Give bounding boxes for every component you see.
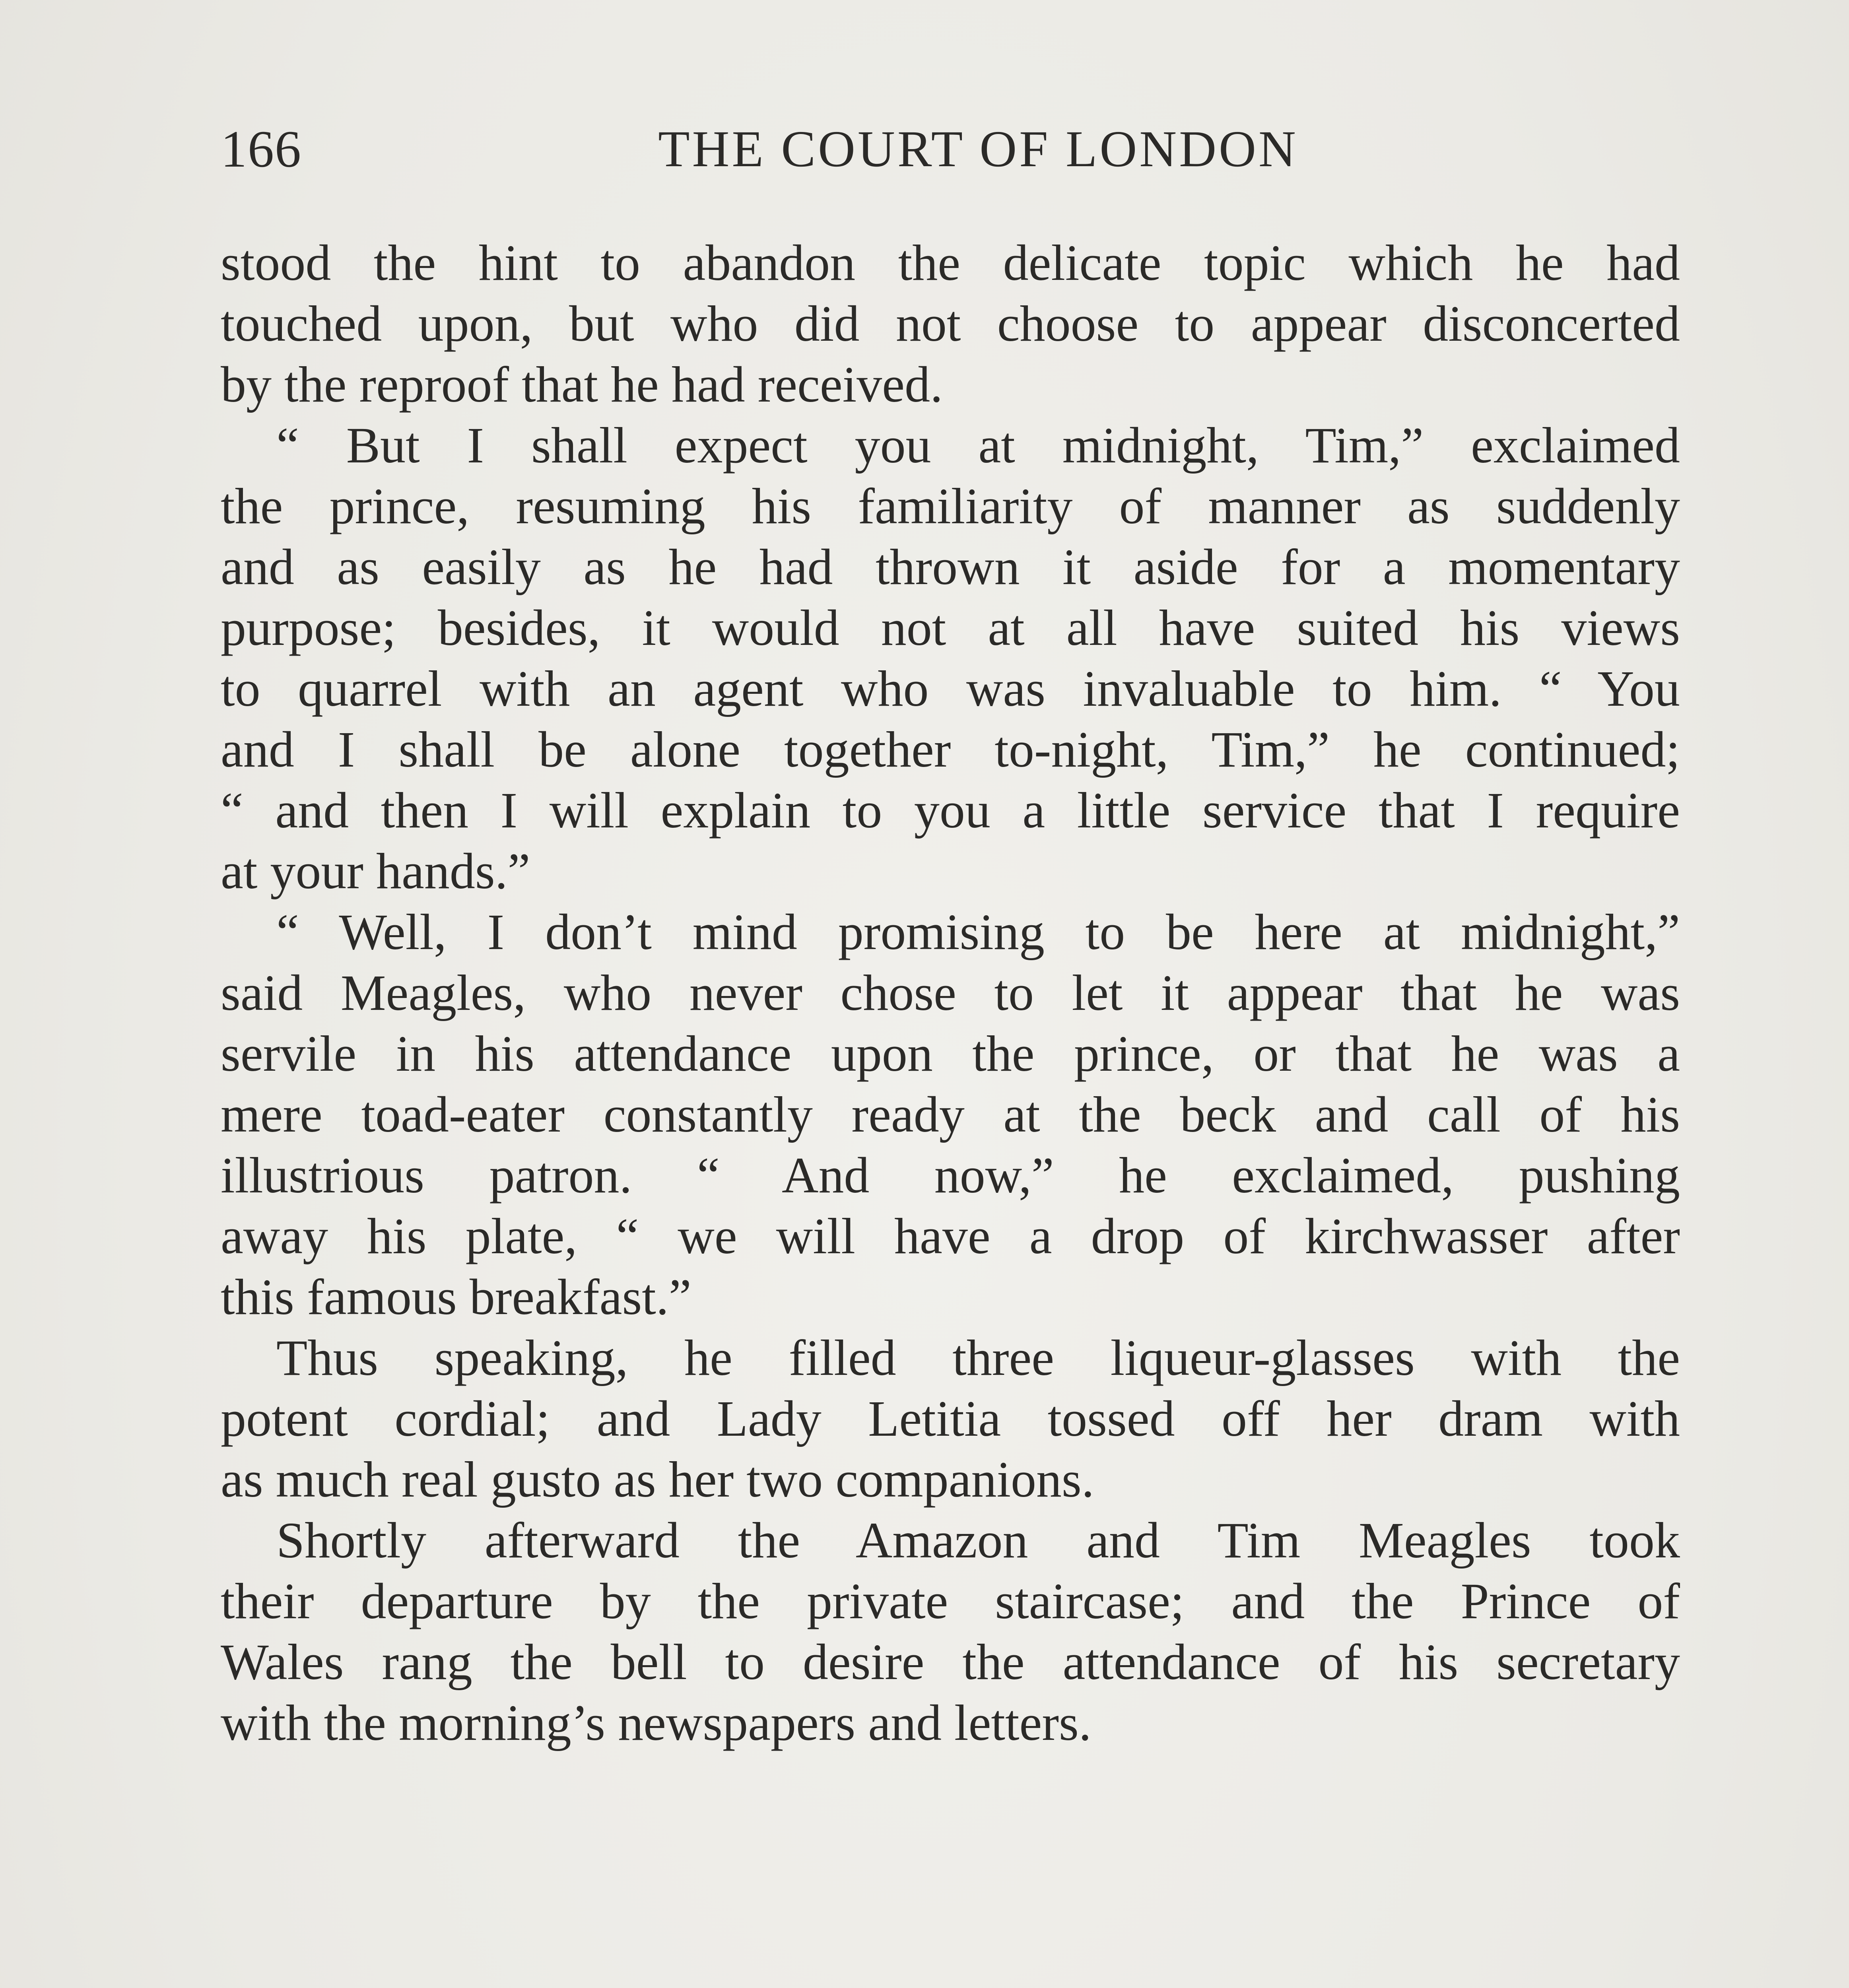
text-line: Shortly afterward the Amazon and Tim Meagles took — [276, 1512, 1680, 1569]
body-text — [221, 233, 1680, 1753]
text-line: to quarrel with an agent who was invaluable to him. “ You — [221, 660, 1680, 717]
page-number: 166 — [221, 120, 302, 178]
text-line: potent cordial; and Lady Letitia tossed off her dram with — [221, 1390, 1680, 1447]
text-line: Wales rang the bell to desire the attendance of his secretary — [221, 1634, 1680, 1690]
text-line: and I shall be alone together to-night, Tim,” he continued; — [221, 721, 1680, 778]
text-line: illustrious patron. “ And now,” he exclaimed, pushing — [221, 1147, 1680, 1204]
text-line: and as easily as he had thrown it aside for a momentary — [221, 539, 1680, 595]
text-line: said Meagles, who never chose to let it appear that he was — [221, 965, 1680, 1021]
text-line: with the morning’s newspapers and letters. — [221, 1695, 1092, 1751]
text-line: “ Well, I don’t mind promising to be here at midnight,” — [276, 904, 1680, 960]
text-line: stood the hint to abandon the delicate topic which he had — [221, 235, 1680, 291]
text-line: Thus speaking, he filled three liqueur-glasses with the — [276, 1330, 1680, 1386]
text-line: away his plate, “ we will have a drop of kirchwasser after — [221, 1208, 1680, 1264]
text-line: this famous breakfast.” — [221, 1269, 691, 1325]
text-line: servile in his attendance upon the prince, or that he was a — [221, 1025, 1680, 1082]
text-line: by the reproof that he had received. — [221, 356, 943, 413]
text-line: purpose; besides, it would not at all have suited his views — [221, 600, 1680, 656]
text-line: “ and then I will explain to you a little service that I require — [221, 782, 1680, 839]
text-line: as much real gusto as her two companions. — [221, 1451, 1094, 1508]
text-line: mere toad-eater constantly ready at the beck and call of his — [221, 1086, 1680, 1143]
text-line: their departure by the private staircase; and the Prince of — [221, 1573, 1680, 1629]
running-title: THE COURT OF LONDON — [658, 120, 1298, 178]
page-header — [221, 115, 1680, 183]
text-line: “ But I shall expect you at midnight, Tim,” exclaimed — [276, 417, 1680, 474]
text-line: at your hands.” — [221, 843, 530, 899]
text-line: touched upon, but who did not choose to appear disconcerted — [221, 295, 1680, 352]
text-line: the prince, resuming his familiarity of manner as suddenly — [221, 478, 1680, 534]
